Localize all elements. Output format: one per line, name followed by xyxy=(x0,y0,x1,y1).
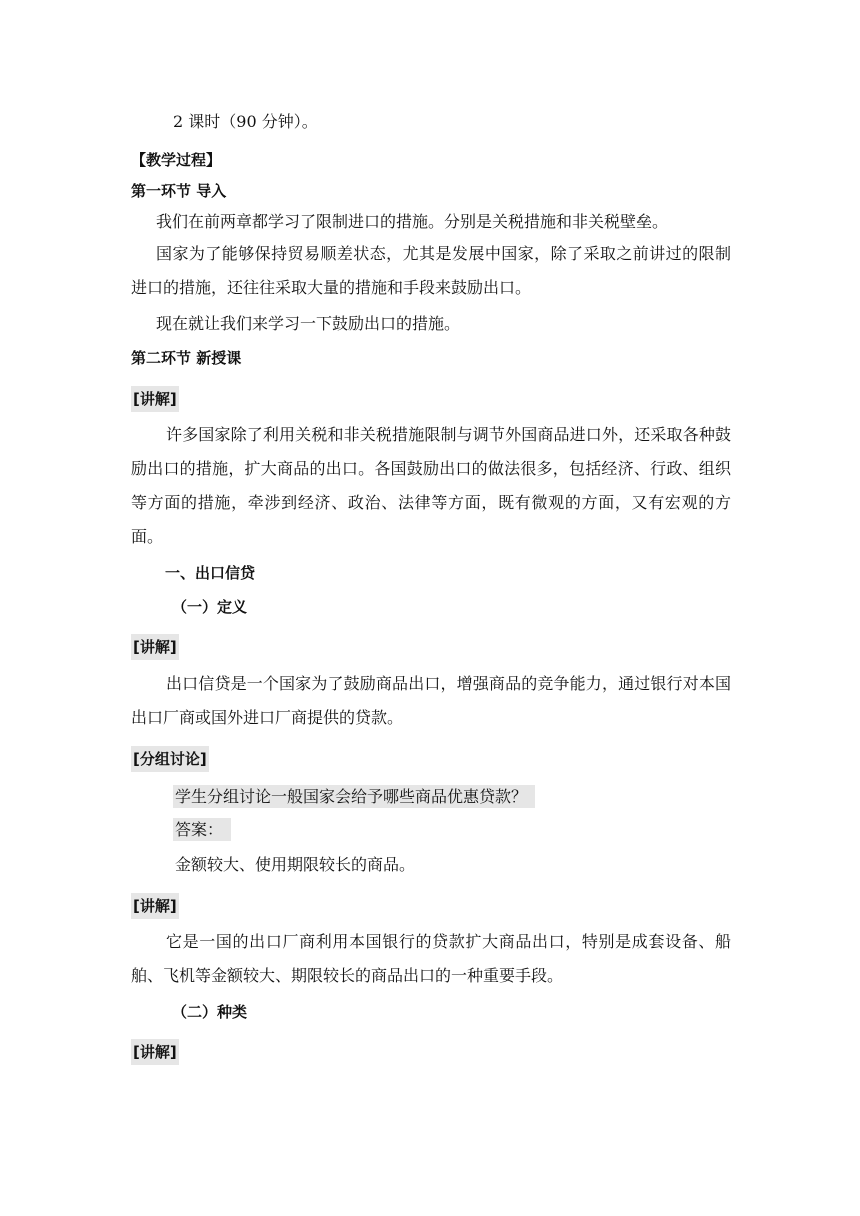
section2-title: 第二环节 新授课 xyxy=(131,349,242,367)
explain-label: [讲解] xyxy=(131,634,179,660)
explain-label: [讲解] xyxy=(131,1039,179,1065)
group-question xyxy=(173,787,773,807)
section1-paragraph-1: 我们在前两章都学习了限制进口的措施。分别是关税措施和非关税壁垒。 xyxy=(156,212,669,231)
group-question-text: 学生分组讨论一般国家会给予哪些商品优惠贷款？ xyxy=(173,785,535,808)
explain2-text: 它是一国的出口厂商利用本国银行的贷款扩大商品出口，特别是成套设备、船舶、飞机等金额较大、期限较长的商品出口的一种重要手段。 xyxy=(131,932,731,985)
lesson-hours: 2 课时（90 分钟）。 xyxy=(173,112,318,131)
answer-text: 金额较大、使用期限较长的商品。 xyxy=(175,855,416,874)
answer-label xyxy=(173,820,773,840)
heading-export-credit: 一、出口信贷 xyxy=(165,564,256,582)
section1-title: 第一环节 导入 xyxy=(131,182,227,200)
definition-text: 出口信贷是一个国家为了鼓励商品出口，增强商品的竞争能力，通过银行对本国出口厂商或国外进口厂商提供的贷款。 xyxy=(131,674,731,727)
section2-intro: 许多国家除了利用关税和非关税措施限制与调节外国商品进口外，还采取各种鼓励出口的措施，扩大商品的出口。各国鼓励出口的做法很多，包括经济、行政、组织等方面的措施，牵涉到经济、政治、法律等方面，既有微观的方面，又有宏观的方面。 xyxy=(131,425,731,546)
group-discussion-label: [分组讨论] xyxy=(131,746,209,772)
explain-label: [讲解] xyxy=(131,893,179,919)
answer-label-text: 答案： xyxy=(173,818,231,841)
teaching-process-heading: 【教学过程】 xyxy=(131,151,222,169)
explain-label: [讲解] xyxy=(131,386,179,412)
heading-types: （二）种类 xyxy=(172,1003,248,1021)
section1-paragraph-3: 现在就让我们来学习一下鼓励出口的措施。 xyxy=(156,314,461,333)
section1-paragraph-2: 国家为了能够保持贸易顺差状态，尤其是发展中国家，除了采取之前讲过的限制进口的措施，还往往采取大量的措施和手段来鼓励出口。 xyxy=(131,244,731,297)
heading-definition: （一）定义 xyxy=(172,598,248,616)
